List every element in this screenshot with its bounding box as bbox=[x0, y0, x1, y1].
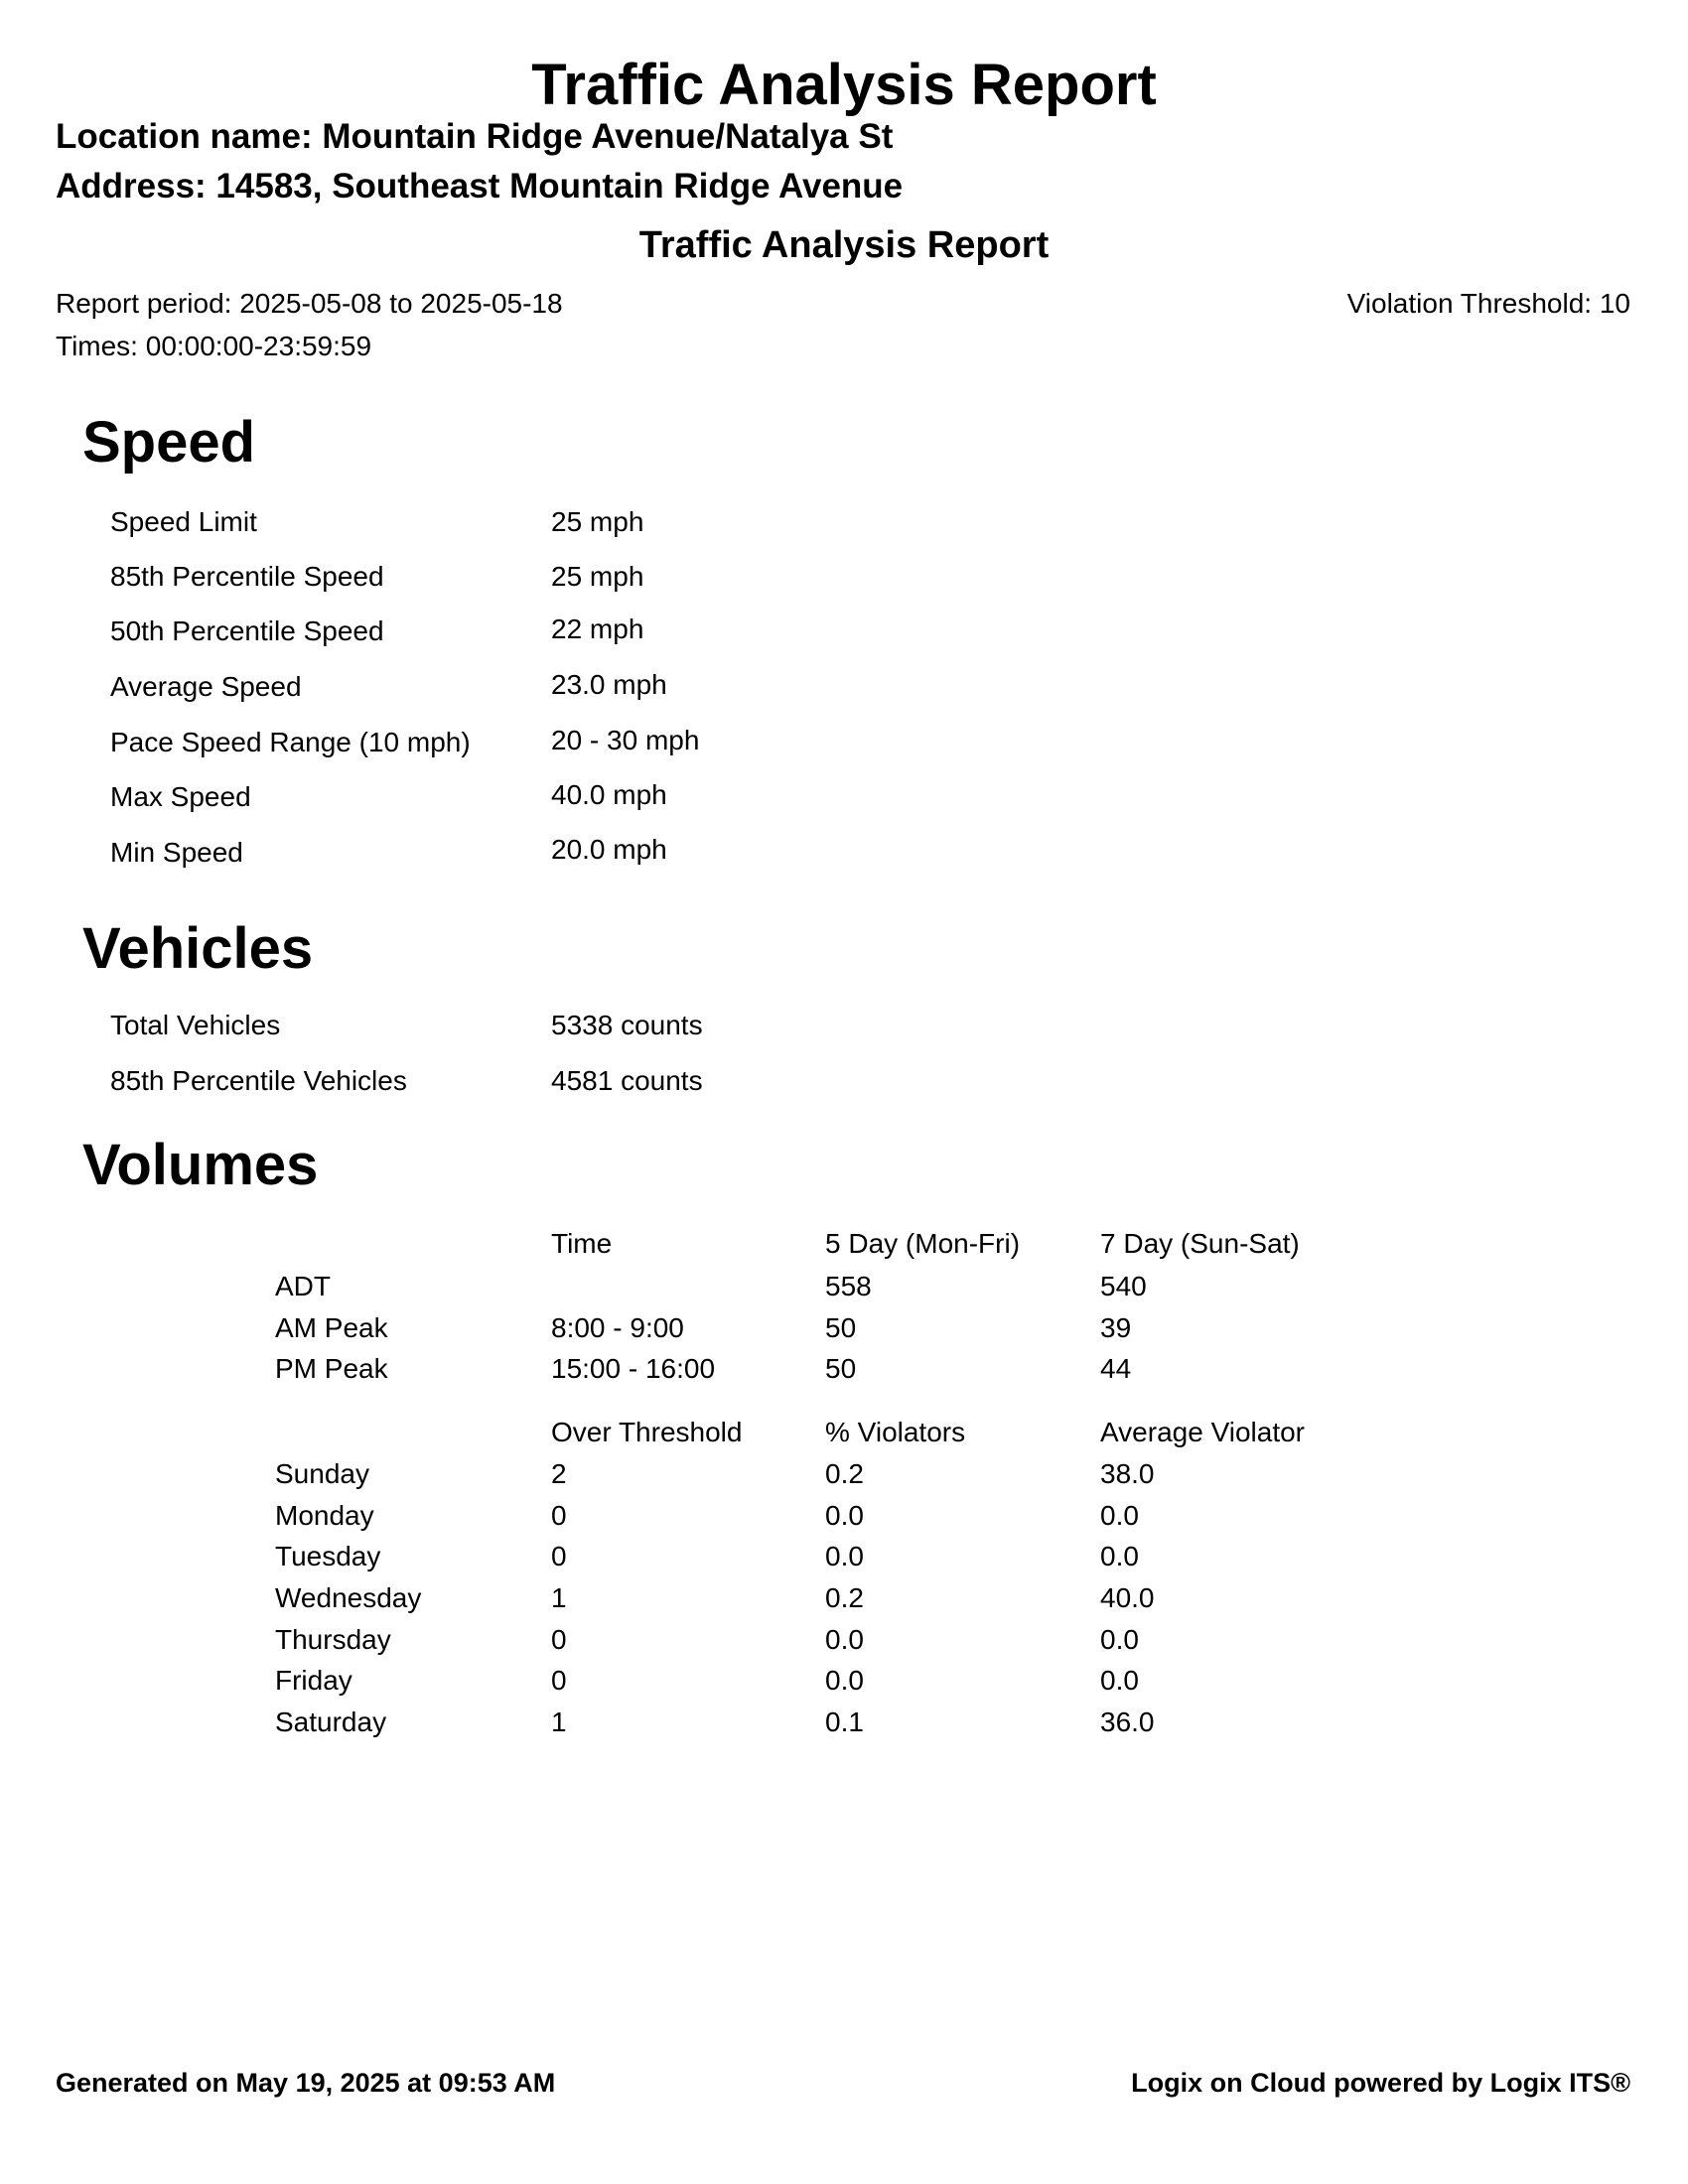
table-cell: 50 bbox=[825, 1312, 857, 1343]
min-speed-label: Min Speed bbox=[110, 837, 243, 868]
table-cell: 0.0 bbox=[825, 1665, 864, 1696]
p85-vehicles-value: 4581 counts bbox=[551, 1065, 703, 1096]
table-cell: 0.0 bbox=[1100, 1541, 1139, 1571]
p85-speed-value: 25 mph bbox=[551, 561, 644, 592]
pace-speed-value: 20 - 30 mph bbox=[551, 725, 700, 755]
table-cell: 39 bbox=[1100, 1312, 1132, 1343]
table-cell: 40.0 bbox=[1100, 1582, 1155, 1613]
table-row-label: Thursday bbox=[275, 1624, 391, 1655]
vehicles-heading: Vehicles bbox=[82, 916, 314, 981]
average-speed-label: Average Speed bbox=[110, 671, 302, 702]
p85-speed-label: 85th Percentile Speed bbox=[110, 561, 384, 592]
table-cell: 0 bbox=[551, 1665, 567, 1696]
table-cell: 0.0 bbox=[1100, 1624, 1139, 1655]
total-vehicles-value: 5338 counts bbox=[551, 1010, 703, 1040]
report-times: Times: 00:00:00-23:59:59 bbox=[56, 331, 372, 361]
table-cell: 50 bbox=[825, 1353, 857, 1384]
table-cell: 0.2 bbox=[825, 1458, 864, 1489]
max-speed-label: Max Speed bbox=[110, 781, 251, 812]
table-cell: 0 bbox=[551, 1541, 567, 1571]
table-cell: 15:00 - 16:00 bbox=[551, 1353, 716, 1384]
violation-threshold: Violation Threshold: 10 bbox=[1346, 288, 1630, 319]
min-speed-value: 20.0 mph bbox=[551, 834, 667, 865]
table-cell: 0.2 bbox=[825, 1582, 864, 1613]
table-cell: 0.1 bbox=[825, 1706, 864, 1737]
table-cell: 0.0 bbox=[825, 1500, 864, 1531]
table-cell: 8:00 - 9:00 bbox=[551, 1312, 684, 1343]
table-cell: 2 bbox=[551, 1458, 567, 1489]
table-row-label: Monday bbox=[275, 1500, 374, 1531]
table-row-label: Friday bbox=[275, 1665, 352, 1696]
report-period: Report period: 2025-05-08 to 2025-05-18 bbox=[56, 288, 563, 319]
p50-speed-value: 22 mph bbox=[551, 614, 644, 644]
table-cell: 540 bbox=[1100, 1271, 1147, 1301]
table-cell: 1 bbox=[551, 1582, 567, 1613]
table-cell: 558 bbox=[825, 1271, 872, 1301]
col-header-average-violator: Average Violator bbox=[1100, 1417, 1305, 1447]
table-cell: 0.0 bbox=[1100, 1665, 1139, 1696]
table-cell: 0.0 bbox=[1100, 1500, 1139, 1531]
table-cell: 44 bbox=[1100, 1353, 1132, 1384]
total-vehicles-label: Total Vehicles bbox=[110, 1010, 281, 1040]
location-name: Location name: Mountain Ridge Avenue/Natalya St bbox=[56, 117, 894, 156]
max-speed-value: 40.0 mph bbox=[551, 779, 667, 810]
speed-limit-label: Speed Limit bbox=[110, 506, 257, 537]
generated-timestamp: Generated on May 19, 2025 at 09:53 AM bbox=[56, 2068, 556, 2098]
col-header-7day: 7 Day (Sun-Sat) bbox=[1100, 1228, 1300, 1259]
p85-vehicles-label: 85th Percentile Vehicles bbox=[110, 1065, 407, 1096]
table-cell: 0 bbox=[551, 1624, 567, 1655]
table-row-label: Wednesday bbox=[275, 1582, 422, 1613]
volumes-heading: Volumes bbox=[82, 1133, 319, 1197]
col-header-pct-violators: % Violators bbox=[825, 1417, 966, 1447]
table-cell: 1 bbox=[551, 1706, 567, 1737]
address: Address: 14583, Southeast Mountain Ridge Avenue bbox=[56, 167, 904, 205]
table-row-label: Saturday bbox=[275, 1706, 387, 1737]
report-subtitle: Traffic Analysis Report bbox=[638, 224, 1050, 266]
speed-heading: Speed bbox=[82, 410, 256, 475]
report-title: Traffic Analysis Report bbox=[531, 53, 1157, 117]
table-cell: 0.0 bbox=[825, 1624, 864, 1655]
table-cell: 0.0 bbox=[825, 1541, 864, 1571]
brand-credit: Logix on Cloud powered by Logix ITS® bbox=[1131, 2068, 1630, 2098]
col-header-time: Time bbox=[551, 1228, 613, 1259]
table-cell: 38.0 bbox=[1100, 1458, 1155, 1489]
average-speed-value: 23.0 mph bbox=[551, 669, 667, 700]
p50-speed-label: 50th Percentile Speed bbox=[110, 615, 384, 646]
table-row-label: ADT bbox=[275, 1271, 331, 1301]
table-cell: 36.0 bbox=[1100, 1706, 1155, 1737]
table-row-label: Tuesday bbox=[275, 1541, 381, 1571]
col-header-5day: 5 Day (Mon-Fri) bbox=[825, 1228, 1021, 1259]
table-row-label: AM Peak bbox=[275, 1312, 388, 1343]
pace-speed-label: Pace Speed Range (10 mph) bbox=[110, 727, 471, 757]
col-header-over-threshold: Over Threshold bbox=[551, 1417, 743, 1447]
table-cell: 0 bbox=[551, 1500, 567, 1531]
speed-limit-value: 25 mph bbox=[551, 506, 644, 537]
table-row-label: Sunday bbox=[275, 1458, 369, 1489]
table-row-label: PM Peak bbox=[275, 1353, 388, 1384]
